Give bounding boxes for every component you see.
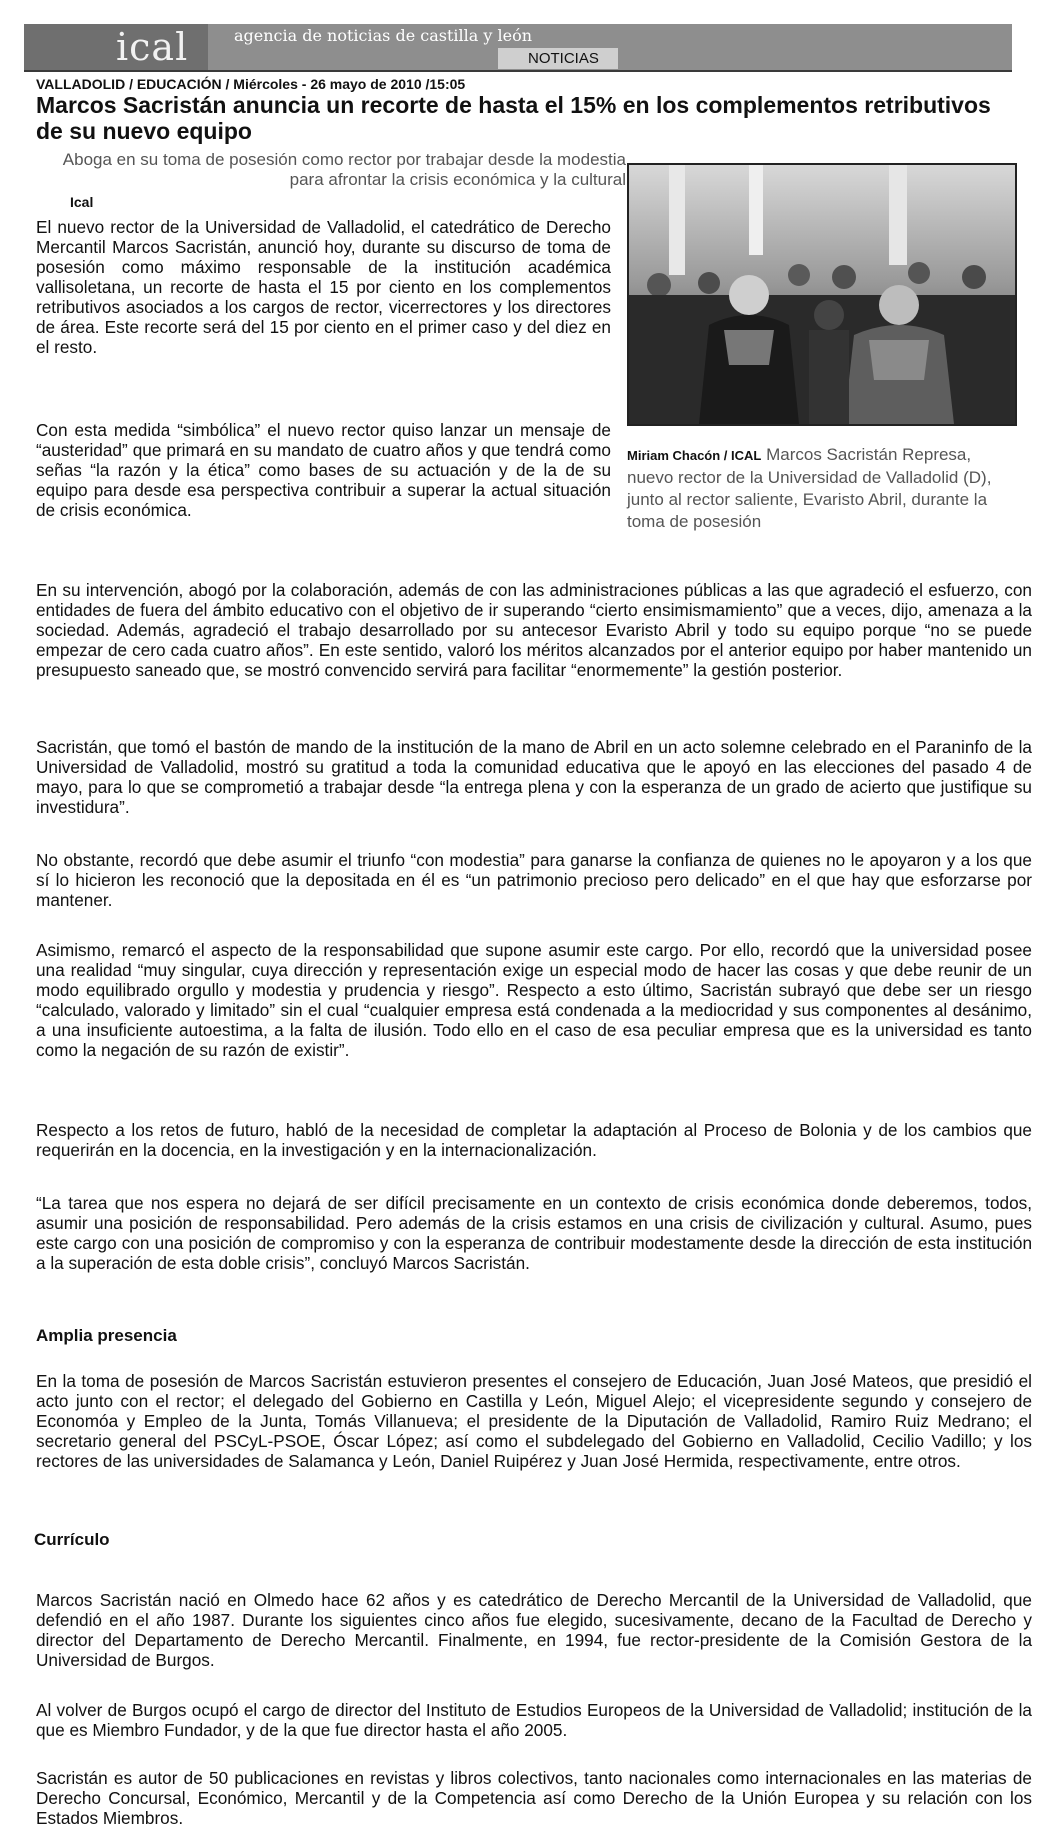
logo-area bbox=[24, 24, 208, 70]
body-paragraph-6: Asimismo, remarcó el aspecto de la responsabilidad que supone asumir este cargo. Por ello, recordó que la universidad posee una realidad “muy singular, cuya dirección y representación exige un especial modo de hacer las cosas y que debe reunir de un modo equilibrado orgullo y modestia y prudencia y riesgo”. Respecto a esto último, Sacristán subrayó que debe ser un riesgo “calculado, valorado y limitado” sin el cual “cualquier empresa está condenada a la mediocridad y sus componentes al desánimo, a una insuficiente autoestima, a la falta de ilusión. Todo ello en el caso de esa peculiar empresa que es la universidad es tanto como la negación de su razón de existir”. bbox=[36, 940, 1032, 1060]
news-photo bbox=[627, 163, 1017, 426]
photo-credit: Miriam Chacón / ICAL bbox=[627, 448, 762, 463]
body-paragraph-4: Sacristán, que tomó el bastón de mando de la institución de la mano de Abril en un acto solemne celebrado en el Paraninfo de la Universidad de Valladolid, mostró su gratitud a toda la comunidad educativa que le apoyó en las elecciones del pasado 4 de mayo, para lo que se comprometió a trabajar desde “la entrega plena y con la esperanza de un grado de acierto que justifique su investidura”. bbox=[36, 737, 1032, 817]
section-label: NOTICIAS bbox=[498, 48, 618, 69]
ical-logo: ical bbox=[116, 25, 189, 69]
body-paragraph-3: En su intervención, abogó por la colaboración, además de con las administraciones públicas a las que agradeció el esfuerzo, con entidades de fuera del ámbito educativo con el objetivo de ir superando “cierto ensimismamiento” que a veces, dijo, amenaza a la sociedad. Además, agradeció el trabajo desarrollado por su antecesor Evaristo Abril y todo su equipo porque “no se puede empezar de cero cada cuatro años”. En este sentido, valoró los méritos alcanzados por el anterior equipo por haber mantenido un presupuesto saneado que, se mostró convencido servirá para facilitar “enormemente” la gestión posterior. bbox=[36, 580, 1032, 680]
byline: Ical bbox=[70, 194, 94, 210]
masthead-banner bbox=[24, 24, 1012, 72]
photo-caption bbox=[627, 444, 1019, 533]
body-paragraph-8: “La tarea que nos espera no dejará de ser difícil precisamente en un contexto de crisis económica donde deberemos, todos, asumir una posición de responsabilidad. Pero además de la crisis estamos en una crisis de civilización y cultural. Asumo, pues este cargo con una posición de compromiso y con la esperanza de contribuir modestamente desde la dirección de esta institución a la superación de esta doble crisis”, concluyó Marcos Sacristán. bbox=[36, 1193, 1032, 1273]
subhead-amplia-presencia: Amplia presencia bbox=[36, 1326, 177, 1345]
curriculum-paragraph-3: Sacristán es autor de 50 publicaciones en revistas y libros colectivos, tanto nacionales como internacionales en las materias de Derecho Concursal, Económico, Mercantil y de la Competencia así como Derecho de la Unión Europea y su relación con los Estados Miembros. bbox=[36, 1768, 1032, 1828]
headline: Marcos Sacristán anuncia un recorte de hasta el 15% en los complementos retributivos de su nuevo equipo bbox=[36, 92, 991, 144]
body-paragraph-7: Respecto a los retos de futuro, habló de la necesidad de completar la adaptación al Proceso de Bolonia y de los cambios que requerirán en la docencia, en la investigación y en la internacionalización. bbox=[36, 1120, 1032, 1160]
photo-illustration bbox=[629, 165, 1015, 424]
agency-tagline: agencia de noticias de castilla y león bbox=[234, 26, 533, 45]
curriculum-paragraph-1: Marcos Sacristán nació en Olmedo hace 62 años y es catedrático de Derecho Mercantil de la Universidad de Valladolid, que defendió en el año 1987. Durante los siguientes cinco años fue elegido, sucesivamente, decano de la Facultad de Derecho y director del Departamento de Derecho Mercantil. Finalmente, en 1994, fue rector-presidente de la Comisión Gestora de la Universidad de Burgos. bbox=[36, 1590, 1032, 1670]
dateline: VALLADOLID / EDUCACIÓN / Miércoles - 26 mayo de 2010 /15:05 bbox=[36, 76, 466, 92]
photo-caption-text: Marcos Sacristán Represa, nuevo rector de la Universidad de Valladolid (D), junto al rector saliente, Evaristo Abril, durante la toma de posesión bbox=[627, 445, 992, 531]
subhead-curriculo: Currículo bbox=[34, 1530, 110, 1549]
lead-summary: Aboga en su toma de posesión como rector por trabajar desde la modestia para afrontar la crisis económica y la cultural bbox=[62, 150, 626, 189]
body-paragraph-2: Con esta medida “simbólica” el nuevo rector quiso lanzar un mensaje de “austeridad” que primará en su mandato de cuatro años y que tendrá como señas “la razón y la ética” como bases de su actuación y de la de su equipo para desde esa perspectiva contribuir a superar la actual situación de crisis económica. bbox=[36, 420, 611, 520]
presence-paragraph: En la toma de posesión de Marcos Sacristán estuvieron presentes el consejero de Educación, Juan José Mateos, que presidió el acto junto con el rector; el delegado del Gobierno en Castilla y León, Miguel Alejo; el vicepresidente segundo y consejero de Economóa y Empleo de la Junta, Tomás Villanueva; el presidente de la Diputación de Valladolid, Ramiro Ruiz Medrano; el secretario general del PSCyL-PSOE, Óscar López; así como el subdelegado del Gobierno en Valladolid, Cecilio Vadillo; y los rectores de las universidades de Salamanca y León, Daniel Ruipérez y Juan José Hermida, respectivamente, entre otros. bbox=[36, 1371, 1032, 1471]
curriculum-paragraph-2: Al volver de Burgos ocupó el cargo de director del Instituto de Estudios Europeos de la Universidad de Valladolid; institución de la que es Miembro Fundador, y de la que fue director hasta el año 2005. bbox=[36, 1700, 1032, 1740]
body-paragraph-5: No obstante, recordó que debe asumir el triunfo “con modestia” para ganarse la confianza de quienes no le apoyaron y a los que sí lo hicieron les reconoció que la depositada en él es “un patrimonio precioso pero delicado” en el que hay que esforzarse por mantener. bbox=[36, 850, 1032, 910]
body-paragraph-1: El nuevo rector de la Universidad de Valladolid, el catedrático de Derecho Mercantil Marcos Sacristán, anunció hoy, durante su discurso de toma de posesión como máximo responsable de la institución académica vallisoletana, un recorte de hasta el 15 por ciento en los complementos retributivos asociados a los cargos de rector, vicerrectores y los directores de área. Este recorte será del 15 por ciento en el primer caso y del diez en el resto. bbox=[36, 217, 611, 357]
